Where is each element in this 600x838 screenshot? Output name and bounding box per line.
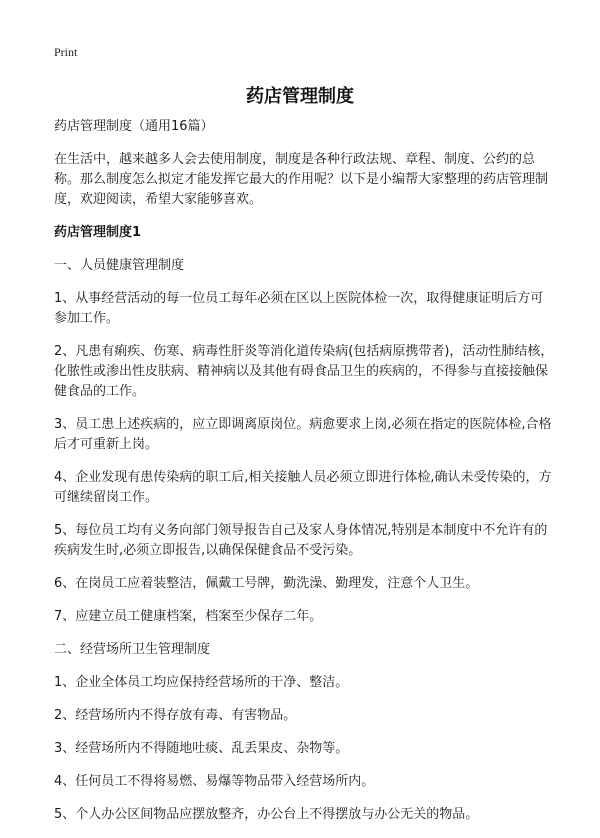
- section-title: 药店管理制度1: [54, 225, 142, 240]
- list-item: 5、每位员工均有义务向部门领导报告自己及家人身体情况,特别是本制度中不允许有的疾病发生时,必须立即报告,以确保保健食品不受污染。: [54, 523, 548, 558]
- list-item: 2、凡患有痢疾、伤寒、病毒性肝炎等消化道传染病(包括病原携带者)，活动性肺结核，化脓性或渗出性皮肤病、精神病以及其他有碍食品卫生的疾病的，不得参与直接接触保健食品的工作。: [54, 344, 554, 399]
- intro-paragraph: 在生活中，越来越多人会去使用制度，制度是各种行政法规、章程、制度、公约的总称。那么制度怎么拟定才能发挥它最大的作用呢？以下是小编帮大家整理的药店管理制度，欢迎阅读，希望大家能够喜欢。: [54, 152, 549, 207]
- list-item: 5、个人办公区间物品应摆放整齐，办公台上不得摆放与办公无关的物品。: [54, 807, 479, 822]
- list-item: 6、在岗员工应着装整洁，佩戴工号牌，勤洗澡、勤理发，注意个人卫生。: [54, 576, 479, 591]
- list-item: 1、从事经营活动的每一位员工每年必须在区以上医院体检一次，取得健康证明后方可参加工作。: [54, 291, 544, 326]
- part-heading: 二、经营场所卫生管理制度: [54, 642, 211, 657]
- list-item: 1、企业全体员工均应保持经营场所的干净、整洁。: [54, 675, 349, 690]
- list-item: 4、企业发现有患传染病的职工后,相关接触人员必须立即进行体检,确认未受传染的，方可继续留岗工作。: [54, 470, 552, 505]
- page-title: 药店管理制度: [246, 86, 354, 107]
- part-heading: 一、人员健康管理制度: [54, 258, 185, 273]
- list-item: 4、任何员工不得将易燃、易爆等物品带入经营场所内。: [54, 774, 375, 789]
- document-subtitle: 药店管理制度（通用16篇）: [54, 119, 214, 134]
- list-item: 3、经营场所内不得随地吐痰、乱丢果皮、杂物等。: [54, 741, 349, 756]
- document-body: [54, 117, 554, 838]
- print-link[interactable]: Print: [54, 45, 78, 59]
- list-item: 7、应建立员工健康档案，档案至少保存二年。: [54, 609, 323, 624]
- list-item: 3、员工患上述疾病的，应立即调离原岗位。病愈要求上岗,必须在指定的医院体检,合格后才可重新上岗。: [54, 417, 552, 452]
- list-item: 2、经营场所内不得存放有毒、有害物品。: [54, 708, 297, 723]
